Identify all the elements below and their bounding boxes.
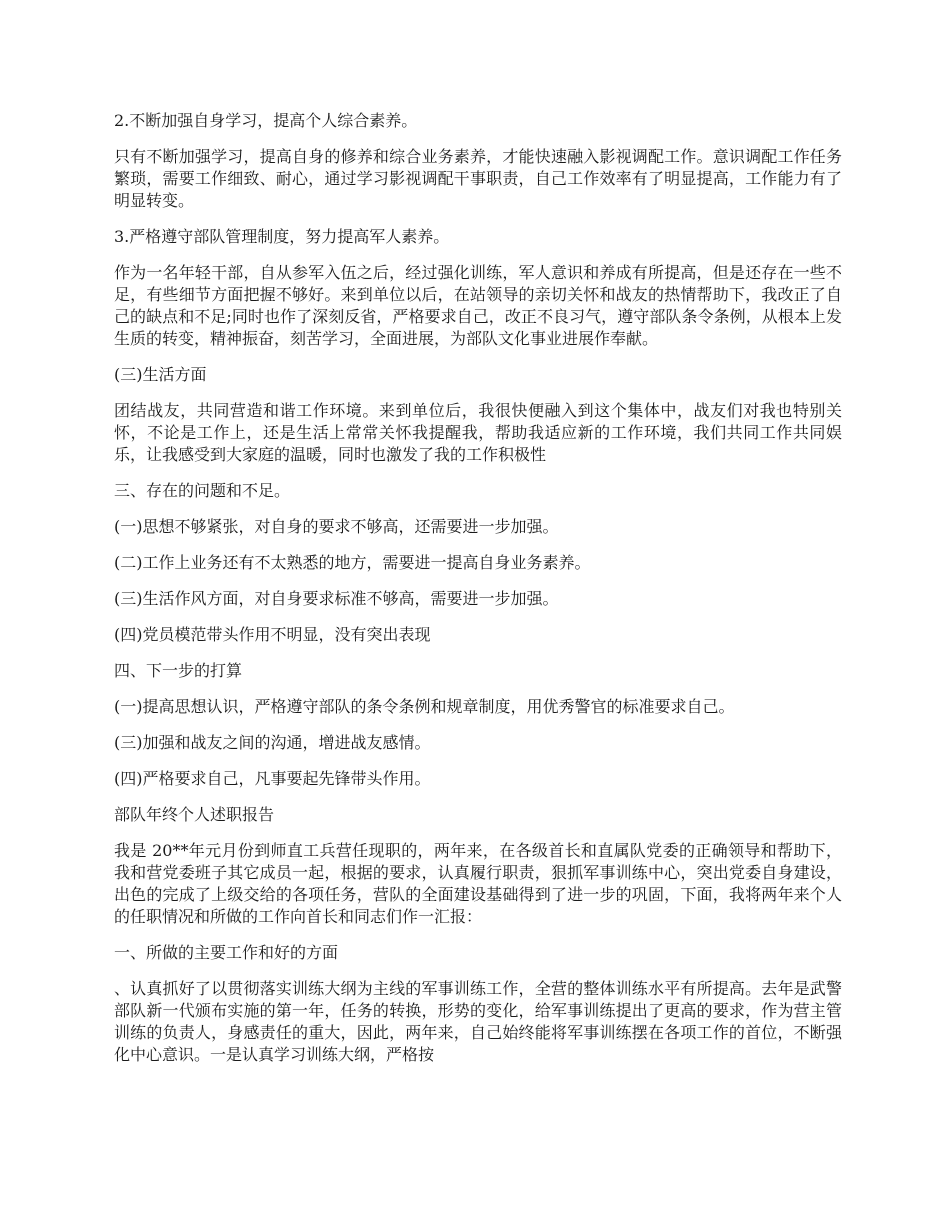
report-title: 部队年终个人述职报告 bbox=[114, 805, 275, 824]
document-body bbox=[114, 110, 842, 1080]
list-item-problem-4: (四)党员模范带头作用不明显，没有突出表现 bbox=[114, 625, 431, 644]
section-heading-problems: 三、存在的问题和不足。 bbox=[114, 481, 291, 500]
list-item-problem-3: (三)生活作风方面，对自身要求标准不够高，需要进一步加强。 bbox=[114, 589, 559, 608]
paragraph-self-study: 只有不断加强学习，提高自身的修养和综合业务素养，才能快速融入影视调配工作。意识调配工作任务繁琐，需要工作细致、耐心，通过学习影视调配干事职责，自己工作效率有了明显提高，工作能力有了明显转变。 bbox=[114, 147, 842, 210]
section-heading-next-steps: 四、下一步的打算 bbox=[114, 661, 243, 680]
section-heading-life: (三)生活方面 bbox=[114, 365, 207, 384]
list-item-problem-2: (二)工作上业务还有不太熟悉的地方，需要进一提高自身业务素养。 bbox=[114, 553, 591, 572]
paragraph-training: 、认真抓好了以贯彻落实训练大纲为主线的军事训练工作，全营的整体训练水平有所提高。去年是武警部队新一代颁布实施的第一年，任务的转换，形势的变化，给军事训练提出了更高的要求，作为营主管训练的负责人，身感责任的重大，因此，两年来，自己始终能将军事训练摆在各项工作的首位，不断强化中心意识。一是认真学习训练大纲，严格按 bbox=[114, 979, 842, 1064]
list-item-plan-1: (一)提高思想认识，严格遵守部队的条令条例和规章制度，用优秀警官的标准要求自己。 bbox=[114, 697, 735, 716]
section-heading-main-work: 一、所做的主要工作和好的方面 bbox=[114, 943, 339, 962]
list-item-plan-3: (三)加强和战友之间的沟通，增进战友感情。 bbox=[114, 733, 431, 752]
section-heading-self-study: 2.不断加强自身学习，提高个人综合素养。 bbox=[114, 111, 418, 130]
list-item-plan-4: (四)严格要求自己，凡事要起先锋带头作用。 bbox=[114, 769, 431, 788]
paragraph-report-intro: 我是 20**年元月份到师直工兵营任现职的，两年来，在各级首长和直属队党委的正确领导和帮助下，我和营党委班子其它成员一起，根据的要求，认真履行职责，狠抓军事训练中心，突出党委自身建设，出色的完成了上级交给的各项任务，营队的全面建设基础得到了进一步的巩固，下面，我将两年来个人的任职情况和所做的工作向首长和同志们作一汇报： bbox=[114, 841, 842, 926]
paragraph-life: 团结战友，共同营造和谐工作环境。来到单位后，我很快便融入到这个集体中，战友们对我也特别关怀，不论是工作上，还是生活上常常关怀我提醒我，帮助我适应新的工作环境，我们共同工作共同娱乐，让我感受到大家庭的温暖，同时也激发了我的工作积极性 bbox=[114, 401, 842, 464]
section-heading-discipline: 3.严格遵守部队管理制度，努力提高军人素养。 bbox=[114, 227, 450, 246]
list-item-problem-1: (一)思想不够紧张，对自身的要求不够高，还需要进一步加强。 bbox=[114, 517, 559, 536]
paragraph-discipline: 作为一名年轻干部，自从参军入伍之后，经过强化训练，军人意识和养成有所提高，但是还存在一些不足，有些细节方面把握不够好。来到单位以后，在站领导的亲切关怀和战友的热情帮助下，我改正了自己的缺点和不足;同时也作了深刻反省，严格要求自己，改正不良习气，遵守部队条令条例，从根本上发生质的转变，精神振奋，刻苦学习，全面进展，为部队文化事业进展作奉献。 bbox=[114, 263, 842, 348]
